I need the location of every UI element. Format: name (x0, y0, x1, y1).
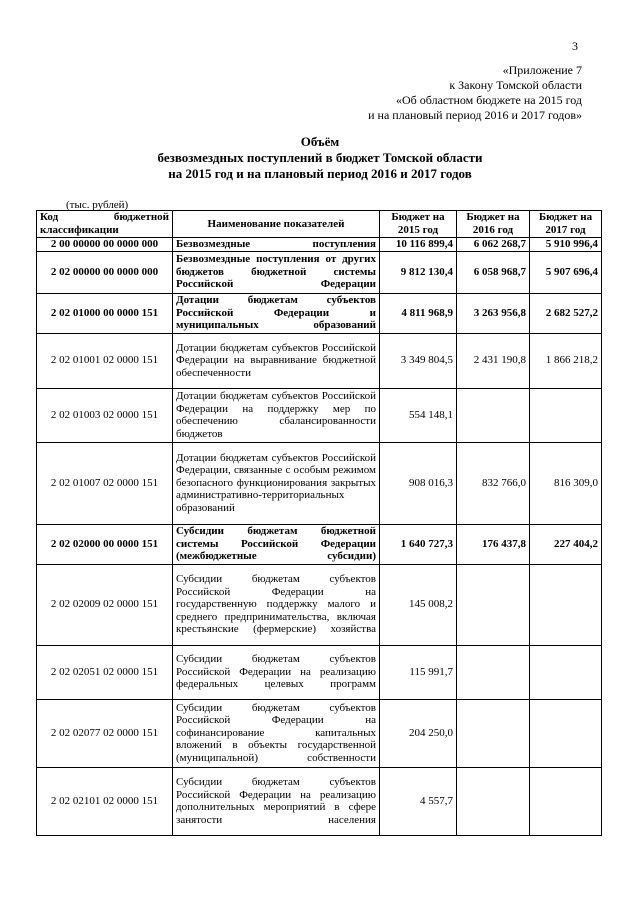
row-2015: 204 250,0 (380, 699, 457, 767)
row-2015: 3 349 804,5 (380, 333, 457, 388)
row-2015: 908 016,3 (380, 442, 457, 524)
table-row (37, 699, 602, 767)
row-name: Дотации бюджетам субъектов Российской Федерации на выравнивание бюджетной обеспеченности (173, 333, 380, 388)
appendix-line: «Об областном бюджете на 2015 год (396, 93, 582, 107)
title-line: Объём (300, 134, 340, 149)
document-title (0, 134, 640, 182)
row-2016: 2 431 190,8 (457, 333, 530, 388)
row-name: Дотации бюджетам субъектов Российской Федерации на поддержку мер по обеспечению сбалансированности бюджетов (173, 388, 380, 442)
row-2017: 816 309,0 (530, 442, 602, 524)
table-row (37, 238, 602, 252)
row-code: 2 02 00000 00 0000 000 (37, 251, 173, 293)
row-2016 (457, 564, 530, 645)
row-2017: 227 404,2 (530, 524, 602, 564)
row-name: Субсидии бюджетам субъектов Российской Федерации на реализацию дополнительных мероприятий в сфере занятости населения (173, 767, 380, 835)
row-2017 (530, 767, 602, 835)
row-2017: 5 907 696,4 (530, 251, 602, 293)
title-line: на 2015 год и на плановый период 2016 и 2017 годов (168, 166, 472, 181)
row-2017: 2 682 527,2 (530, 293, 602, 333)
row-name: Дотации бюджетам субъектов Российской Федерации, связанные с особым режимом безопасного функционирования закрытых административно-территориальных образований (173, 442, 380, 524)
row-code: 2 02 02051 02 0000 151 (37, 645, 173, 699)
table-row (37, 564, 602, 645)
appendix-line: к Закону Томской области (449, 78, 582, 92)
row-code: 2 02 02101 02 0000 151 (37, 767, 173, 835)
row-2017 (530, 699, 602, 767)
title-line: безвозмездных поступлений в бюджет Томской области (157, 150, 483, 165)
appendix-line: «Приложение 7 (502, 63, 582, 77)
row-code: 2 02 02009 02 0000 151 (37, 564, 173, 645)
row-code: 2 02 01007 02 0000 151 (37, 442, 173, 524)
row-code: 2 02 01000 00 0000 151 (37, 293, 173, 333)
units-label: (тыс. рублей) (66, 199, 129, 211)
row-name: Безвозмездные поступления от других бюджетов бюджетной системы Российской Федерации (173, 251, 380, 293)
header-name: Наименование показателей (173, 211, 380, 238)
row-name: Дотации бюджетам субъектов Российской Федерации и муниципальных образований (173, 293, 380, 333)
row-2016 (457, 388, 530, 442)
row-name: Субсидии бюджетам субъектов Российской Федерации на государственную поддержку малого и среднего предпринимательства, включая крестьянские (фермерские) хозяйства (173, 564, 380, 645)
appendix-reference (368, 63, 582, 123)
row-2015: 115 991,7 (380, 645, 457, 699)
row-2016: 176 437,8 (457, 524, 530, 564)
row-2015: 1 640 727,3 (380, 524, 457, 564)
row-2016 (457, 699, 530, 767)
header-2015: Бюджет на 2015 год (380, 211, 457, 238)
row-2016: 6 062 268,7 (457, 238, 530, 252)
table-row (37, 524, 602, 564)
row-2016 (457, 645, 530, 699)
row-2016: 832 766,0 (457, 442, 530, 524)
header-code: Код бюджетной классификации (37, 211, 173, 238)
row-2015: 4 811 968,9 (380, 293, 457, 333)
row-2017: 1 866 218,2 (530, 333, 602, 388)
row-2016: 3 263 956,8 (457, 293, 530, 333)
row-code: 2 02 02077 02 0000 151 (37, 699, 173, 767)
row-2017 (530, 388, 602, 442)
table-row (37, 388, 602, 442)
table-row (37, 333, 602, 388)
row-2015: 4 557,7 (380, 767, 457, 835)
table-header-row (37, 211, 602, 238)
table-row (37, 442, 602, 524)
row-2017 (530, 645, 602, 699)
row-code: 2 00 00000 00 0000 000 (37, 238, 173, 252)
row-name: Субсидии бюджетам субъектов Российской Федерации на реализацию федеральных целевых программ (173, 645, 380, 699)
budget-table (36, 210, 602, 836)
row-name: Субсидии бюджетам субъектов Российской Федерации на софинансирование капитальных вложений в объекты государственной (муниципальной) собственности (173, 699, 380, 767)
row-code: 2 02 01001 02 0000 151 (37, 333, 173, 388)
row-2015: 554 148,1 (380, 388, 457, 442)
table-row (37, 767, 602, 835)
table-row (37, 293, 602, 333)
row-2015: 9 812 130,4 (380, 251, 457, 293)
table-row (37, 251, 602, 293)
header-2017: Бюджет на 2017 год (530, 211, 602, 238)
row-2016: 6 058 968,7 (457, 251, 530, 293)
page-number: 3 (572, 39, 578, 53)
row-2016 (457, 767, 530, 835)
table-row (37, 645, 602, 699)
row-code: 2 02 02000 00 0000 151 (37, 524, 173, 564)
appendix-line: и на плановый период 2016 и 2017 годов» (368, 108, 582, 122)
header-2016: Бюджет на 2016 год (457, 211, 530, 238)
row-2015: 145 008,2 (380, 564, 457, 645)
row-2017 (530, 564, 602, 645)
row-name: Субсидии бюджетам бюджетной системы Российской Федерации (межбюджетные субсидии) (173, 524, 380, 564)
row-2017: 5 910 996,4 (530, 238, 602, 252)
row-name: Безвозмездные поступления (173, 238, 380, 252)
row-2015: 10 116 899,4 (380, 238, 457, 252)
row-code: 2 02 01003 02 0000 151 (37, 388, 173, 442)
